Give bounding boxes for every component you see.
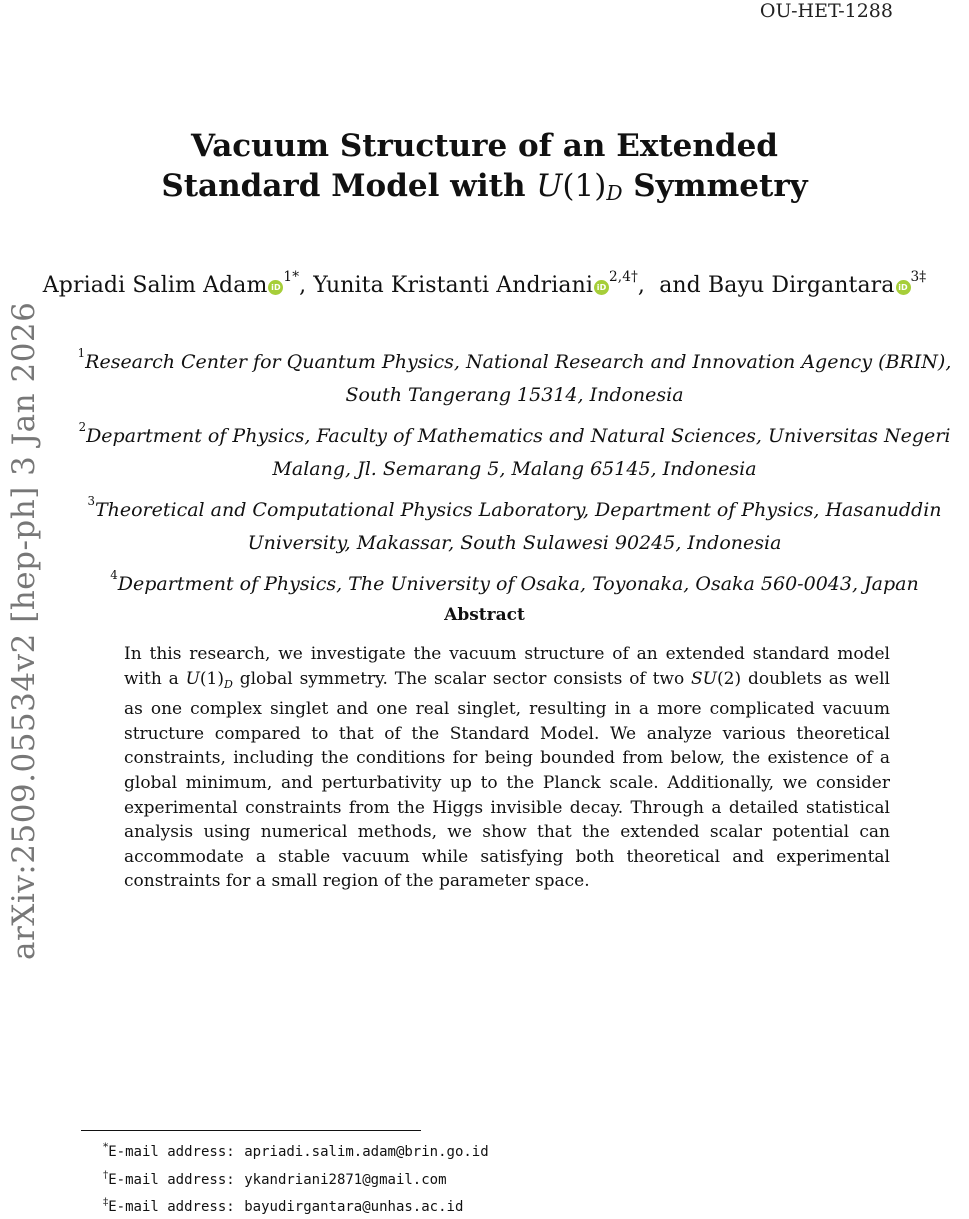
title-text: Standard Model with [161, 168, 537, 204]
affiliation-line: Malang, Jl. Semarang 5, Malang 65145, Indonesia [272, 458, 757, 480]
affiliation-number: 2 [78, 420, 87, 434]
email-link[interactable]: bayudirgantara@unhas.ac.id [244, 1199, 464, 1215]
affiliation-2 [60, 411, 969, 486]
abstract-math-paren: (1) [199, 668, 225, 689]
footnote [103, 1164, 489, 1192]
author-separator: , and [637, 273, 708, 298]
orcid-icon[interactable]: iD [268, 280, 283, 295]
title-text-suffix: Symmetry [622, 168, 808, 204]
title-line-2 [0, 166, 969, 213]
footnote-rule [81, 1130, 421, 1131]
author-separator: , [299, 273, 314, 298]
title-line-1: Vacuum Structure of an Extended [191, 128, 778, 164]
affiliation-line: University, Makassar, South Sulawesi 90245, Indonesia [247, 532, 782, 554]
abstract-math-symbol: U [185, 668, 200, 689]
footnote-mark: ‡ [103, 1196, 109, 1208]
affiliation-1 [60, 337, 969, 412]
report-number: OU-HET-1288 [759, 0, 893, 22]
author-name: Yunita Kristanti Andriani [313, 273, 594, 298]
footnote-label: E-mail address: [108, 1199, 235, 1215]
abstract-body [124, 642, 890, 894]
footnote-label: E-mail address: [108, 1171, 235, 1188]
abstract-math-symbol: SU [691, 668, 718, 689]
title-math-subscript: D [606, 181, 623, 205]
author-marks: 3‡ [910, 269, 927, 285]
email-link[interactable]: apriadi.salim.adam@brin.go.id [244, 1144, 489, 1160]
abstract-text: global symmetry. The scalar sector consists of two [232, 668, 692, 689]
footnote [103, 1191, 489, 1219]
footnotes [103, 1136, 489, 1219]
title-math-paren: (1) [562, 168, 607, 204]
orcid-icon[interactable]: iD [594, 280, 609, 295]
orcid-icon[interactable]: iD [896, 280, 911, 295]
footnote-mark: * [103, 1141, 109, 1153]
author-list [0, 269, 969, 298]
affiliation-line: Department of Physics, The University of Osaka, Toyonaka, Osaka 560-0043, Japan [117, 573, 919, 595]
affiliation-4 [60, 559, 969, 601]
author-name: Bayu Dirgantara [707, 273, 895, 298]
abstract-math-paren: (2) [717, 668, 742, 689]
affiliation-3 [60, 485, 969, 560]
arxiv-identifier[interactable]: arXiv:2509.05534v2 [hep-ph] 3 Jan 2026 [6, 301, 42, 960]
title-math-symbol: U [536, 168, 563, 204]
email-link[interactable]: ykandriani2871@gmail.com [244, 1171, 447, 1188]
author-marks: 1* [283, 269, 300, 285]
abstract-text: In this research, we investigate the vacuum structure of an extended standard model with a [124, 644, 890, 689]
affiliation-number: 1 [77, 346, 86, 360]
affiliation-line: Theoretical and Computational Physics Laboratory, Department of Physics, Hasanuddin [94, 499, 942, 521]
author-marks: 2,4† [609, 269, 638, 285]
abstract-math-subscript: D [224, 677, 233, 691]
affiliation-line: Department of Physics, Faculty of Mathematics and Natural Sciences, Universitas Negeri [86, 425, 951, 447]
affiliation-line: South Tangerang 15314, Indonesia [345, 384, 684, 406]
abstract-text: doublets as well as one complex singlet and one real singlet, resulting in a more complicated vacuum structure compared to that of the Standard Model. We analyze various theoretical constraints, including the conditions for being bounded from below, the existence of a global minimum, and perturbativity up to the Planck scale. Additionally, we consider experimental constraints from the Higgs invisible decay. Through a detailed statistical analysis using numerical methods, we show that the extended scalar potential can accommodate a stable vacuum while satisfying both theoretical and experimental constraints for a small region of the parameter space. [124, 668, 890, 892]
abstract-heading: Abstract [444, 605, 525, 625]
affiliation-number: 4 [110, 568, 118, 582]
author-name: Apriadi Salim Adam [42, 273, 268, 298]
affiliation-number: 3 [87, 494, 95, 508]
footnote [103, 1136, 489, 1164]
footnote-label: E-mail address: [108, 1144, 235, 1160]
affiliation-line: Research Center for Quantum Physics, National Research and Innovation Agency (BRIN), [85, 351, 952, 373]
footnote-mark: † [103, 1168, 109, 1181]
